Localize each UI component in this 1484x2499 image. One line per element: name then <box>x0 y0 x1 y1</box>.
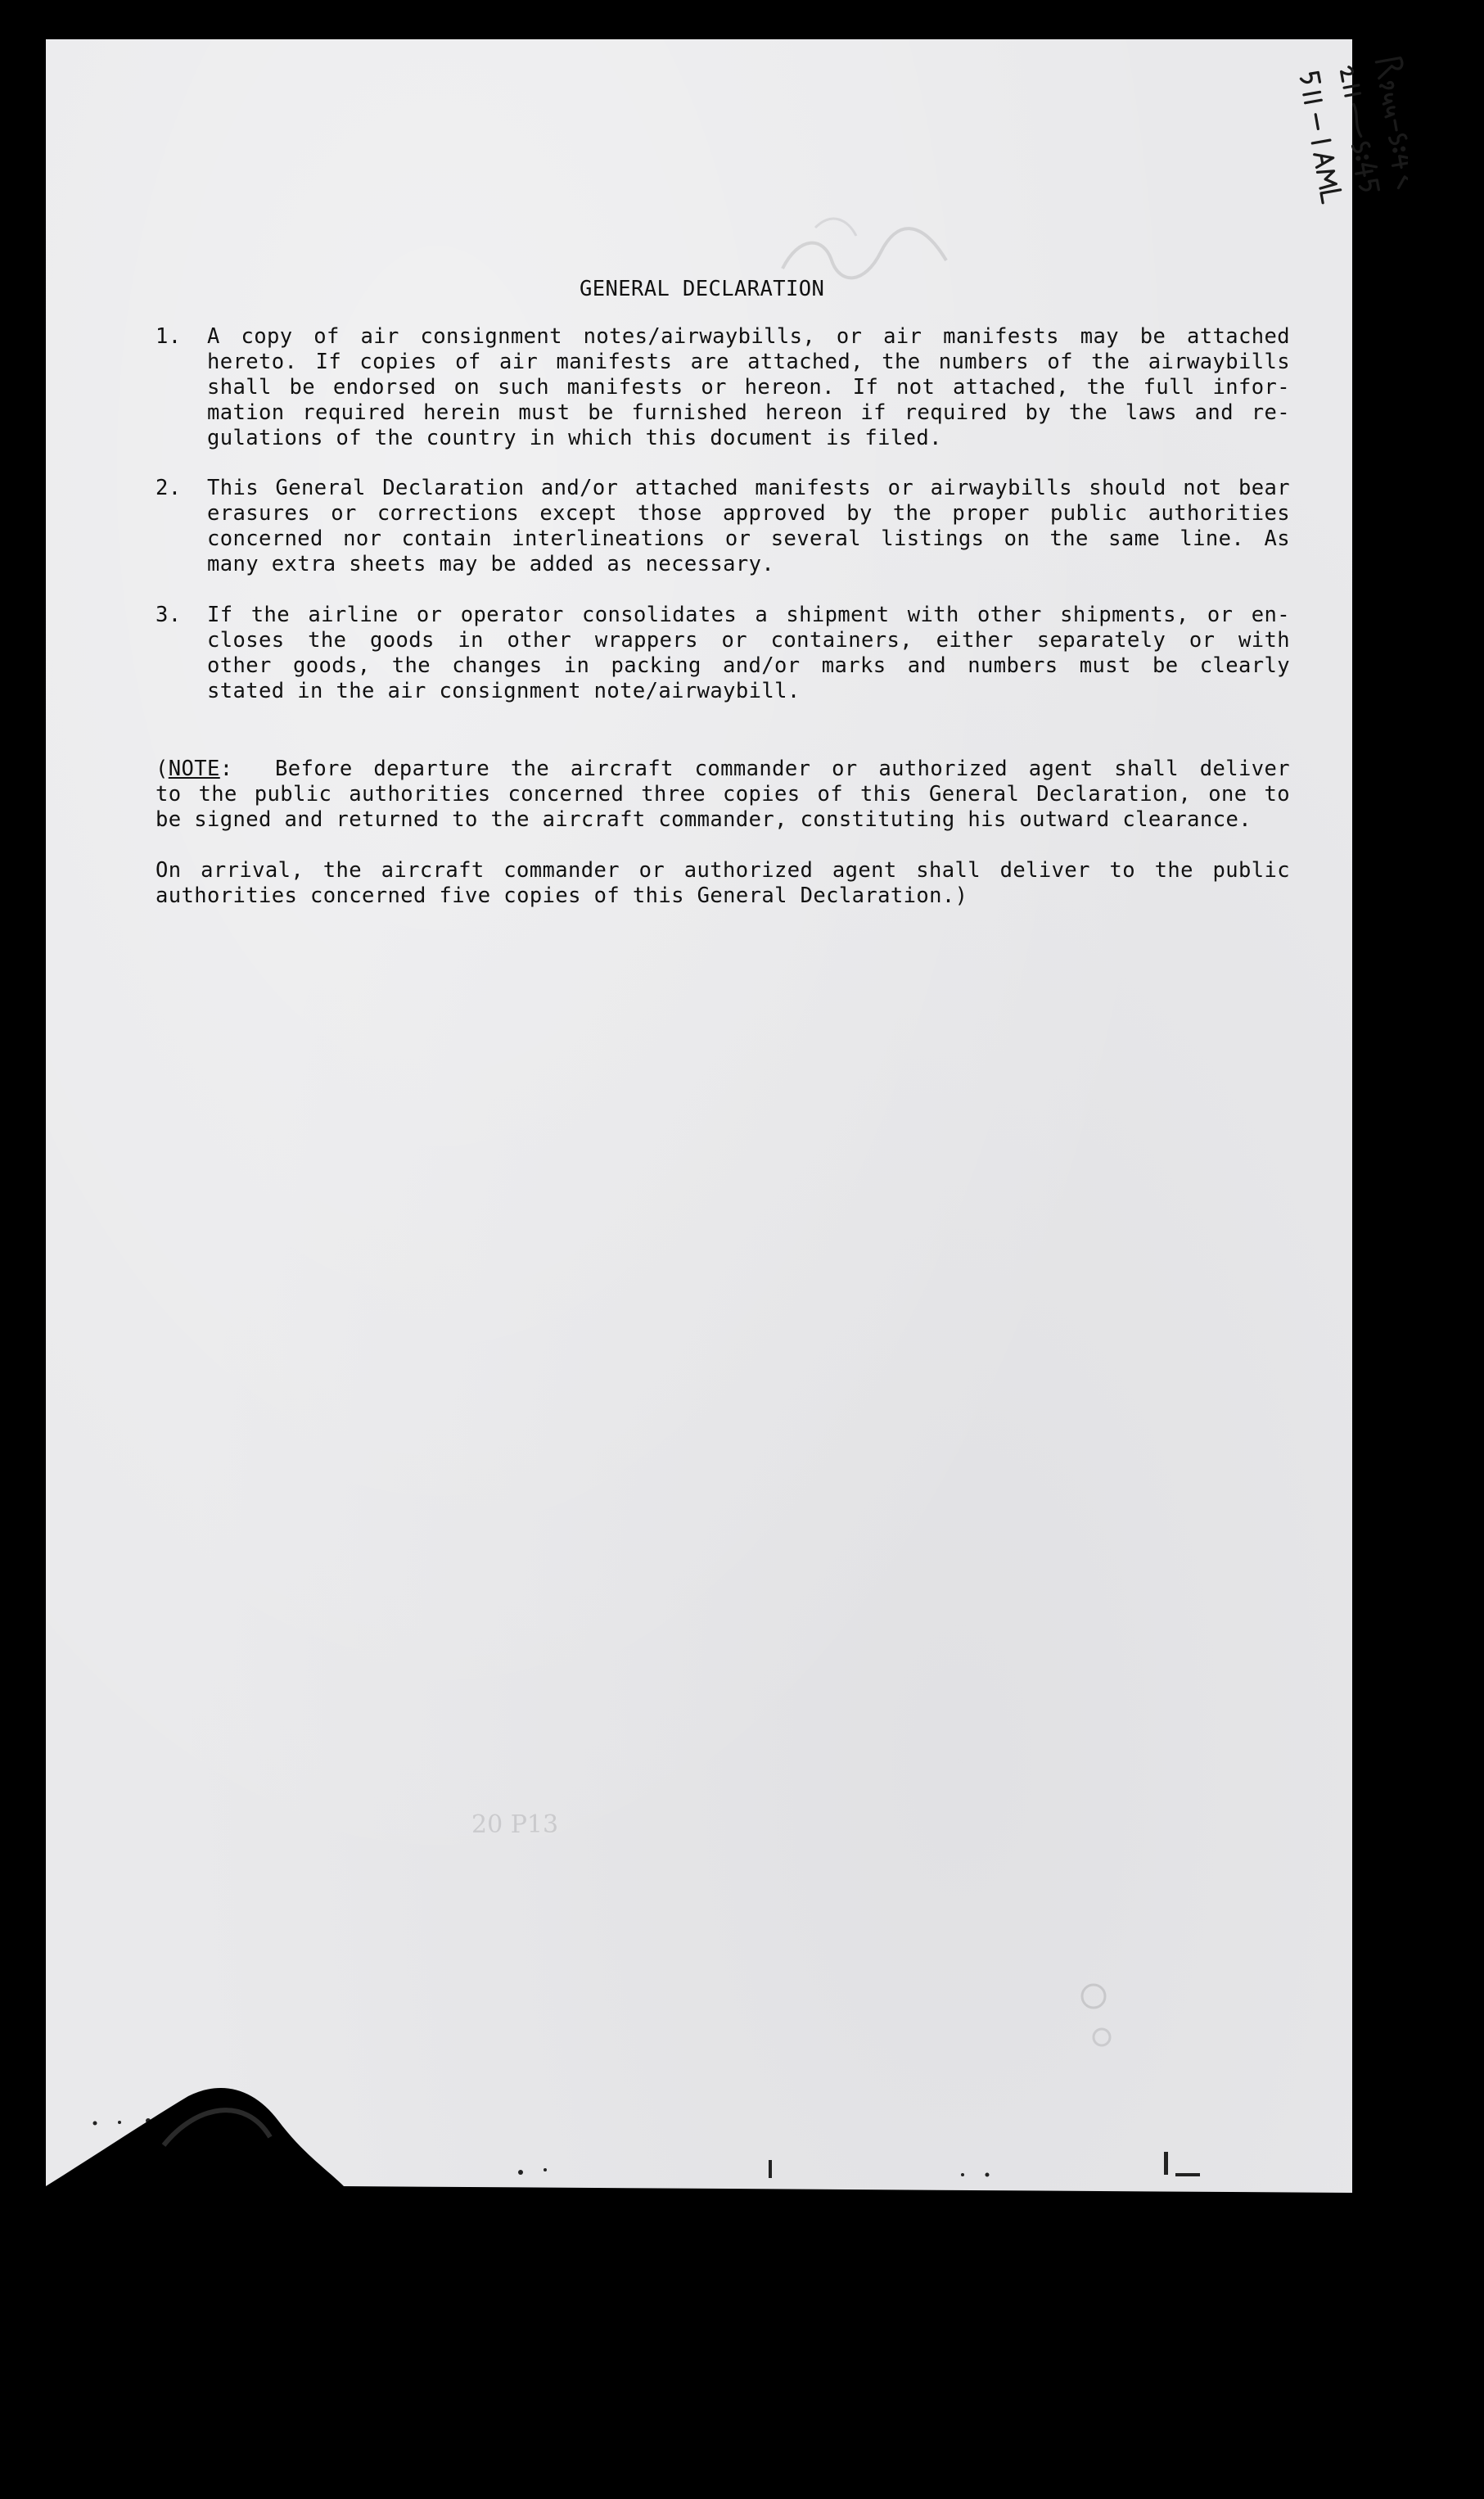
clause-line: hereto. If copies of air manifests are attached, the numbers of the airwaybills <box>207 350 1290 374</box>
note-line: be signed and returned to the aircraft commander, constituting his outward clearance. <box>156 807 1252 832</box>
clause-line: concerned nor contain interlineations or several listings on the same line. As <box>207 526 1290 551</box>
arrival-line: authorities concerned five copies of this General Declaration.) <box>156 883 968 908</box>
clause-line: shall be endorsed on such manifests or hereon. If not attached, the full infor- <box>207 375 1290 400</box>
arrival-line: On arrival, the aircraft commander or authorized agent shall deliver to the public <box>156 858 1290 883</box>
clause-number: 3. <box>156 603 182 627</box>
handwritten-annotation <box>1228 49 1408 262</box>
clause-text <box>207 324 1290 451</box>
document-sheet <box>46 39 1352 2193</box>
clause-text <box>207 476 1290 577</box>
note-line: to the public authorities concerned three copies of this General Declaration, one to <box>156 782 1290 807</box>
clause-number: 2. <box>156 476 182 500</box>
clause-line: gulations of the country in which this document is filed. <box>207 426 942 450</box>
note-open-paren: ( <box>156 757 169 781</box>
clause-line: erasures or corrections except those approved by the proper public authorities <box>207 501 1290 526</box>
svg-text:20 P13: 20 P13 <box>471 1810 559 1839</box>
clause-number: 1. <box>156 324 182 349</box>
note-colon: : <box>219 757 233 781</box>
clause-line: stated in the air consignment note/airwaybill. <box>207 679 801 703</box>
clause-line: many extra sheets may be added as necessary. <box>207 552 775 576</box>
note-paragraph <box>156 757 1290 833</box>
note-line <box>156 757 1290 782</box>
clause-line: mation required herein must be furnished hereon if required by the laws and re- <box>207 400 1290 425</box>
clause-line: closes the goods in other wrappers or containers, either separately or with <box>207 628 1290 653</box>
arrival-paragraph <box>156 858 1290 909</box>
clause-line: This General Declaration and/or attached manifests or airwaybills should not bear <box>207 476 1290 500</box>
clause-line: A copy of air consignment notes/airwaybills, or air manifests may be attached <box>207 324 1290 349</box>
clause-line: If the airline or operator consolidates a shipment with other shipments, or en- <box>207 603 1290 627</box>
note-line-text: Before departure the aircraft commander or authorized agent shall deliver <box>232 757 1290 781</box>
document-title: GENERAL DECLARATION <box>580 277 825 301</box>
clause-text <box>207 603 1290 704</box>
clause-line: other goods, the changes in packing and/or marks and numbers must be clearly <box>207 653 1290 678</box>
note-label: NOTE <box>168 757 220 781</box>
torn-page-edge <box>0 2031 1484 2499</box>
